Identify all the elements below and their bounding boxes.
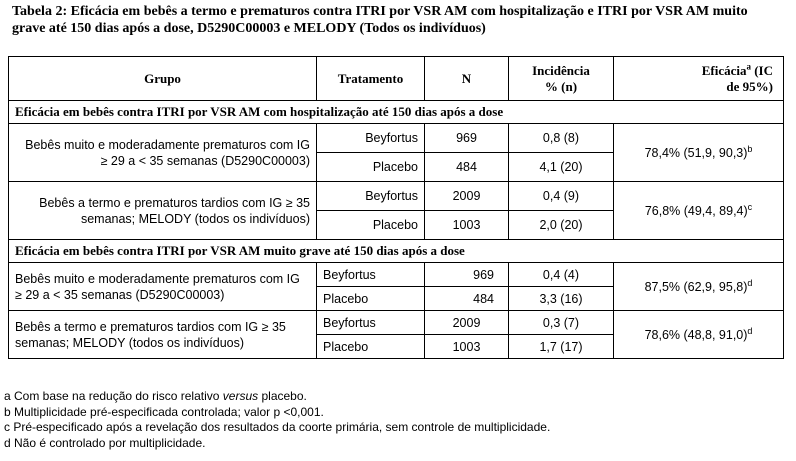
incidencia-cell: 0,3 (7) — [509, 311, 614, 335]
footnote-a-italic: versus — [222, 389, 259, 403]
footnote-a-suffix: placebo. — [258, 389, 307, 403]
eficacia-value: 76,8% (49,4, 89,4) — [644, 203, 748, 218]
eficacia-sup: c — [747, 201, 753, 212]
tratamento-cell: Beyfortus — [317, 182, 425, 211]
header-incidencia — [509, 57, 614, 101]
table-header-row — [9, 57, 784, 101]
header-tratamento: Tratamento — [317, 57, 425, 101]
table-row — [9, 182, 784, 211]
n-cell: 1003 — [425, 335, 509, 359]
header-eficacia-text: Eficácia — [701, 62, 747, 78]
header-n: N — [425, 57, 509, 101]
grupo-cell: Bebês a termo e prematuros tardios com IG ≥ 35 semanas; MELODY (todos os indivíduos) — [9, 182, 317, 240]
header-grupo: Grupo — [9, 57, 317, 101]
footnotes — [4, 389, 784, 451]
footnote-b: b Multiplicidade pré-especificada controlada; valor p <0,001. — [4, 404, 324, 419]
tratamento-cell: Placebo — [317, 287, 425, 311]
incidencia-cell: 0,4 (9) — [509, 182, 614, 211]
header-incidencia-line2: % (n) — [544, 78, 578, 94]
grupo-cell: Bebês muito e moderadamente prematuros com IG ≥ 29 a < 35 semanas (D5290C00003) — [9, 124, 317, 182]
eficacia-value: 78,6% (48,8, 91,0) — [644, 327, 748, 342]
grupo-cell: Bebês muito e moderadamente prematuros com IG ≥ 29 a < 35 semanas (D5290C00003) — [9, 263, 317, 311]
section-row — [9, 240, 784, 263]
footnote-d: d Não é controlado por multiplicidade. — [4, 435, 206, 450]
tratamento-cell: Placebo — [317, 211, 425, 240]
n-cell: 969 — [425, 263, 509, 287]
n-cell: 969 — [425, 124, 509, 153]
tratamento-cell: Beyfortus — [317, 263, 425, 287]
header-eficacia-line2: de 95%) — [726, 78, 773, 94]
eficacia-sup: d — [747, 277, 753, 288]
n-cell: 2009 — [425, 182, 509, 211]
eficacia-value: 78,4% (51,9, 90,3) — [644, 145, 748, 160]
header-eficacia-sup: a — [746, 61, 751, 72]
header-eficacia — [614, 57, 784, 101]
n-cell: 1003 — [425, 211, 509, 240]
incidencia-cell: 0,4 (4) — [509, 263, 614, 287]
grupo-cell: Bebês a termo e prematuros tardios com IG ≥ 35 semanas; MELODY (todos os indivíduos) — [9, 311, 317, 359]
table-row — [9, 124, 784, 153]
header-eficacia-ic: (IC — [750, 62, 773, 78]
eficacia-cell — [614, 311, 784, 359]
n-cell: 484 — [425, 153, 509, 182]
incidencia-cell: 0,8 (8) — [509, 124, 614, 153]
eficacia-value: 87,5% (62,9, 95,8) — [644, 279, 748, 294]
table-row — [9, 311, 784, 335]
section-row — [9, 101, 784, 124]
eficacia-sup: b — [747, 143, 753, 154]
section-title: Eficácia em bebês contra ITRI por VSR AM com hospitalização até 150 dias após a dose — [9, 101, 784, 124]
incidencia-cell: 4,1 (20) — [509, 153, 614, 182]
tratamento-cell: Placebo — [317, 335, 425, 359]
footnote-a — [4, 389, 784, 405]
incidencia-cell: 3,3 (16) — [509, 287, 614, 311]
footnote-a-text: a Com base na redução do risco relativo — [4, 389, 223, 403]
n-cell: 484 — [425, 287, 509, 311]
tratamento-cell: Placebo — [317, 153, 425, 182]
section-title: Eficácia em bebês contra ITRI por VSR AM muito grave até 150 dias após a dose — [9, 240, 784, 263]
incidencia-cell: 1,7 (17) — [509, 335, 614, 359]
eficacia-cell — [614, 263, 784, 311]
efficacy-table — [8, 56, 784, 359]
n-cell: 2009 — [425, 311, 509, 335]
tratamento-cell: Beyfortus — [317, 124, 425, 153]
eficacia-cell — [614, 182, 784, 240]
eficacia-sup: d — [747, 325, 753, 336]
tratamento-cell: Beyfortus — [317, 311, 425, 335]
header-incidencia-line1: Incidência — [532, 62, 590, 78]
table-row — [9, 263, 784, 287]
eficacia-cell — [614, 124, 784, 182]
table-caption: Tabela 2: Eficácia em bebês a termo e prematuros contra ITRI por VSR AM com hospitalização e ITRI por VSR AM muito grave até 150 dias após a dose, D5290C00003 e MELODY (Todos os indivíduos) — [12, 4, 748, 36]
footnote-c: c Pré-especificado após a revelação dos resultados da coorte primária, sem controle de multiplicidade. — [4, 420, 551, 434]
incidencia-cell: 2,0 (20) — [509, 211, 614, 240]
